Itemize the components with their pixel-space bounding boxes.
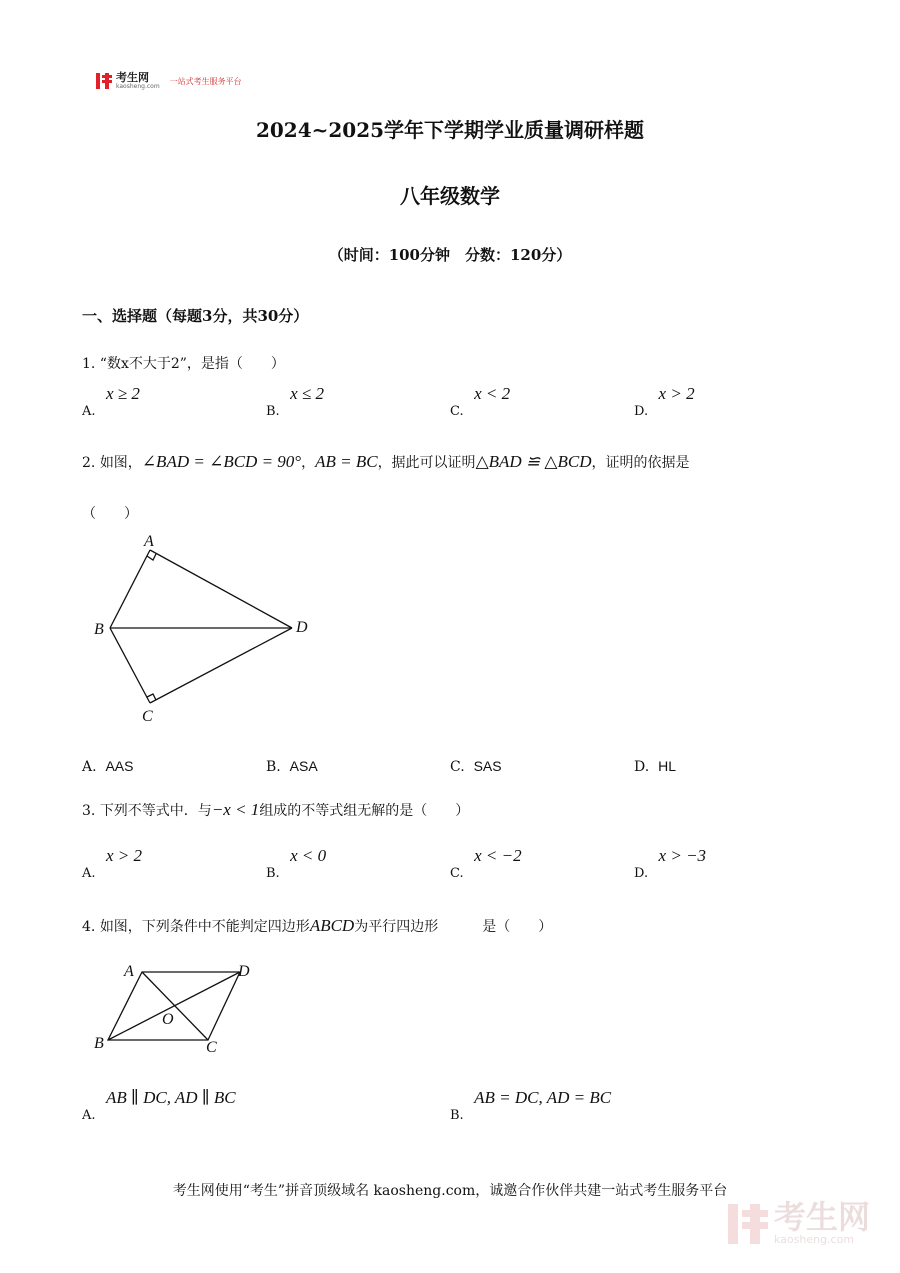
q1-option-b: B. x ≤ 2 (266, 384, 325, 419)
header-logo (96, 72, 242, 90)
q3-option-b: B. x < 0 (266, 846, 327, 881)
logo-icon (96, 73, 112, 89)
page-title: 2024~2025学年下学期学业质量调研样题 (255, 118, 645, 142)
q1-option-a: A. x ≥ 2 (82, 384, 140, 419)
logo-domain: kaosheng.com (116, 83, 160, 90)
question-4-stem: 4. 如图，下列条件中不能判定四边形ABCD为平行四边形 是（ ） (82, 916, 553, 935)
label-b: B (94, 621, 104, 638)
q3-option-d: D. x > −3 (634, 846, 707, 881)
q1-option-c: C. x < 2 (450, 384, 511, 419)
watermark-name: 考生网 (773, 1198, 870, 1236)
question-1-stem: 1. “数x不大于2”，是指（ ） (82, 356, 285, 372)
watermark-logo-icon (728, 1204, 768, 1244)
label-c: C (142, 708, 153, 725)
q1-option-d: D. x > 2 (634, 384, 695, 419)
q2-option-b: B. ASA (266, 758, 318, 775)
figure-parallelogram-abcd (88, 956, 268, 1058)
q2-option-d: D. HL (634, 758, 676, 775)
page-subtitle: 八年级数学 (400, 184, 500, 208)
label-o: O (162, 1011, 174, 1028)
q3-option-a: A. x > 2 (82, 846, 143, 881)
label-c: C (206, 1039, 217, 1056)
q4-option-a: A. AB ∥ DC, AD ∥ BC (82, 1088, 236, 1123)
label-b: B (94, 1035, 104, 1052)
exam-info: （时间：100分钟 分数：120分） (328, 246, 572, 264)
label-d: D (296, 619, 308, 636)
q2-option-c: C. SAS (450, 758, 502, 775)
question-3-stem: 3. 下列不等式中．与−x < 1组成的不等式组无解的是（ ） (82, 800, 470, 819)
watermark (728, 1198, 870, 1246)
question-2-paren: （ ） (82, 506, 138, 522)
q3-option-c: C. x < −2 (450, 846, 522, 881)
q2-option-a: A. AAS (82, 758, 134, 775)
watermark-domain: kaosheng.com (773, 1233, 855, 1246)
footer-text: 考生网使用“考生”拼音顶级域名 kaosheng.com，诚邀合作伙伴共建一站式考生服务平台 (172, 1183, 728, 1199)
logo-slogan: 一站式考生服务平台 (169, 76, 242, 86)
label-a: A (124, 963, 134, 980)
q4-option-b: B. AB = DC, AD = BC (450, 1088, 612, 1123)
logo-name: 考生网 (116, 71, 149, 84)
section-heading: 一、选择题（每题3分，共30分） (82, 307, 309, 325)
figure-kite-abcd (80, 526, 340, 732)
label-a: A (144, 533, 154, 550)
question-2-stem: 2. 如图，∠BAD = ∠BCD = 90°，AB = BC，据此可以证明△BAD ≌ △BCD，证明的依据是 (82, 452, 690, 471)
label-d: D (238, 963, 250, 980)
